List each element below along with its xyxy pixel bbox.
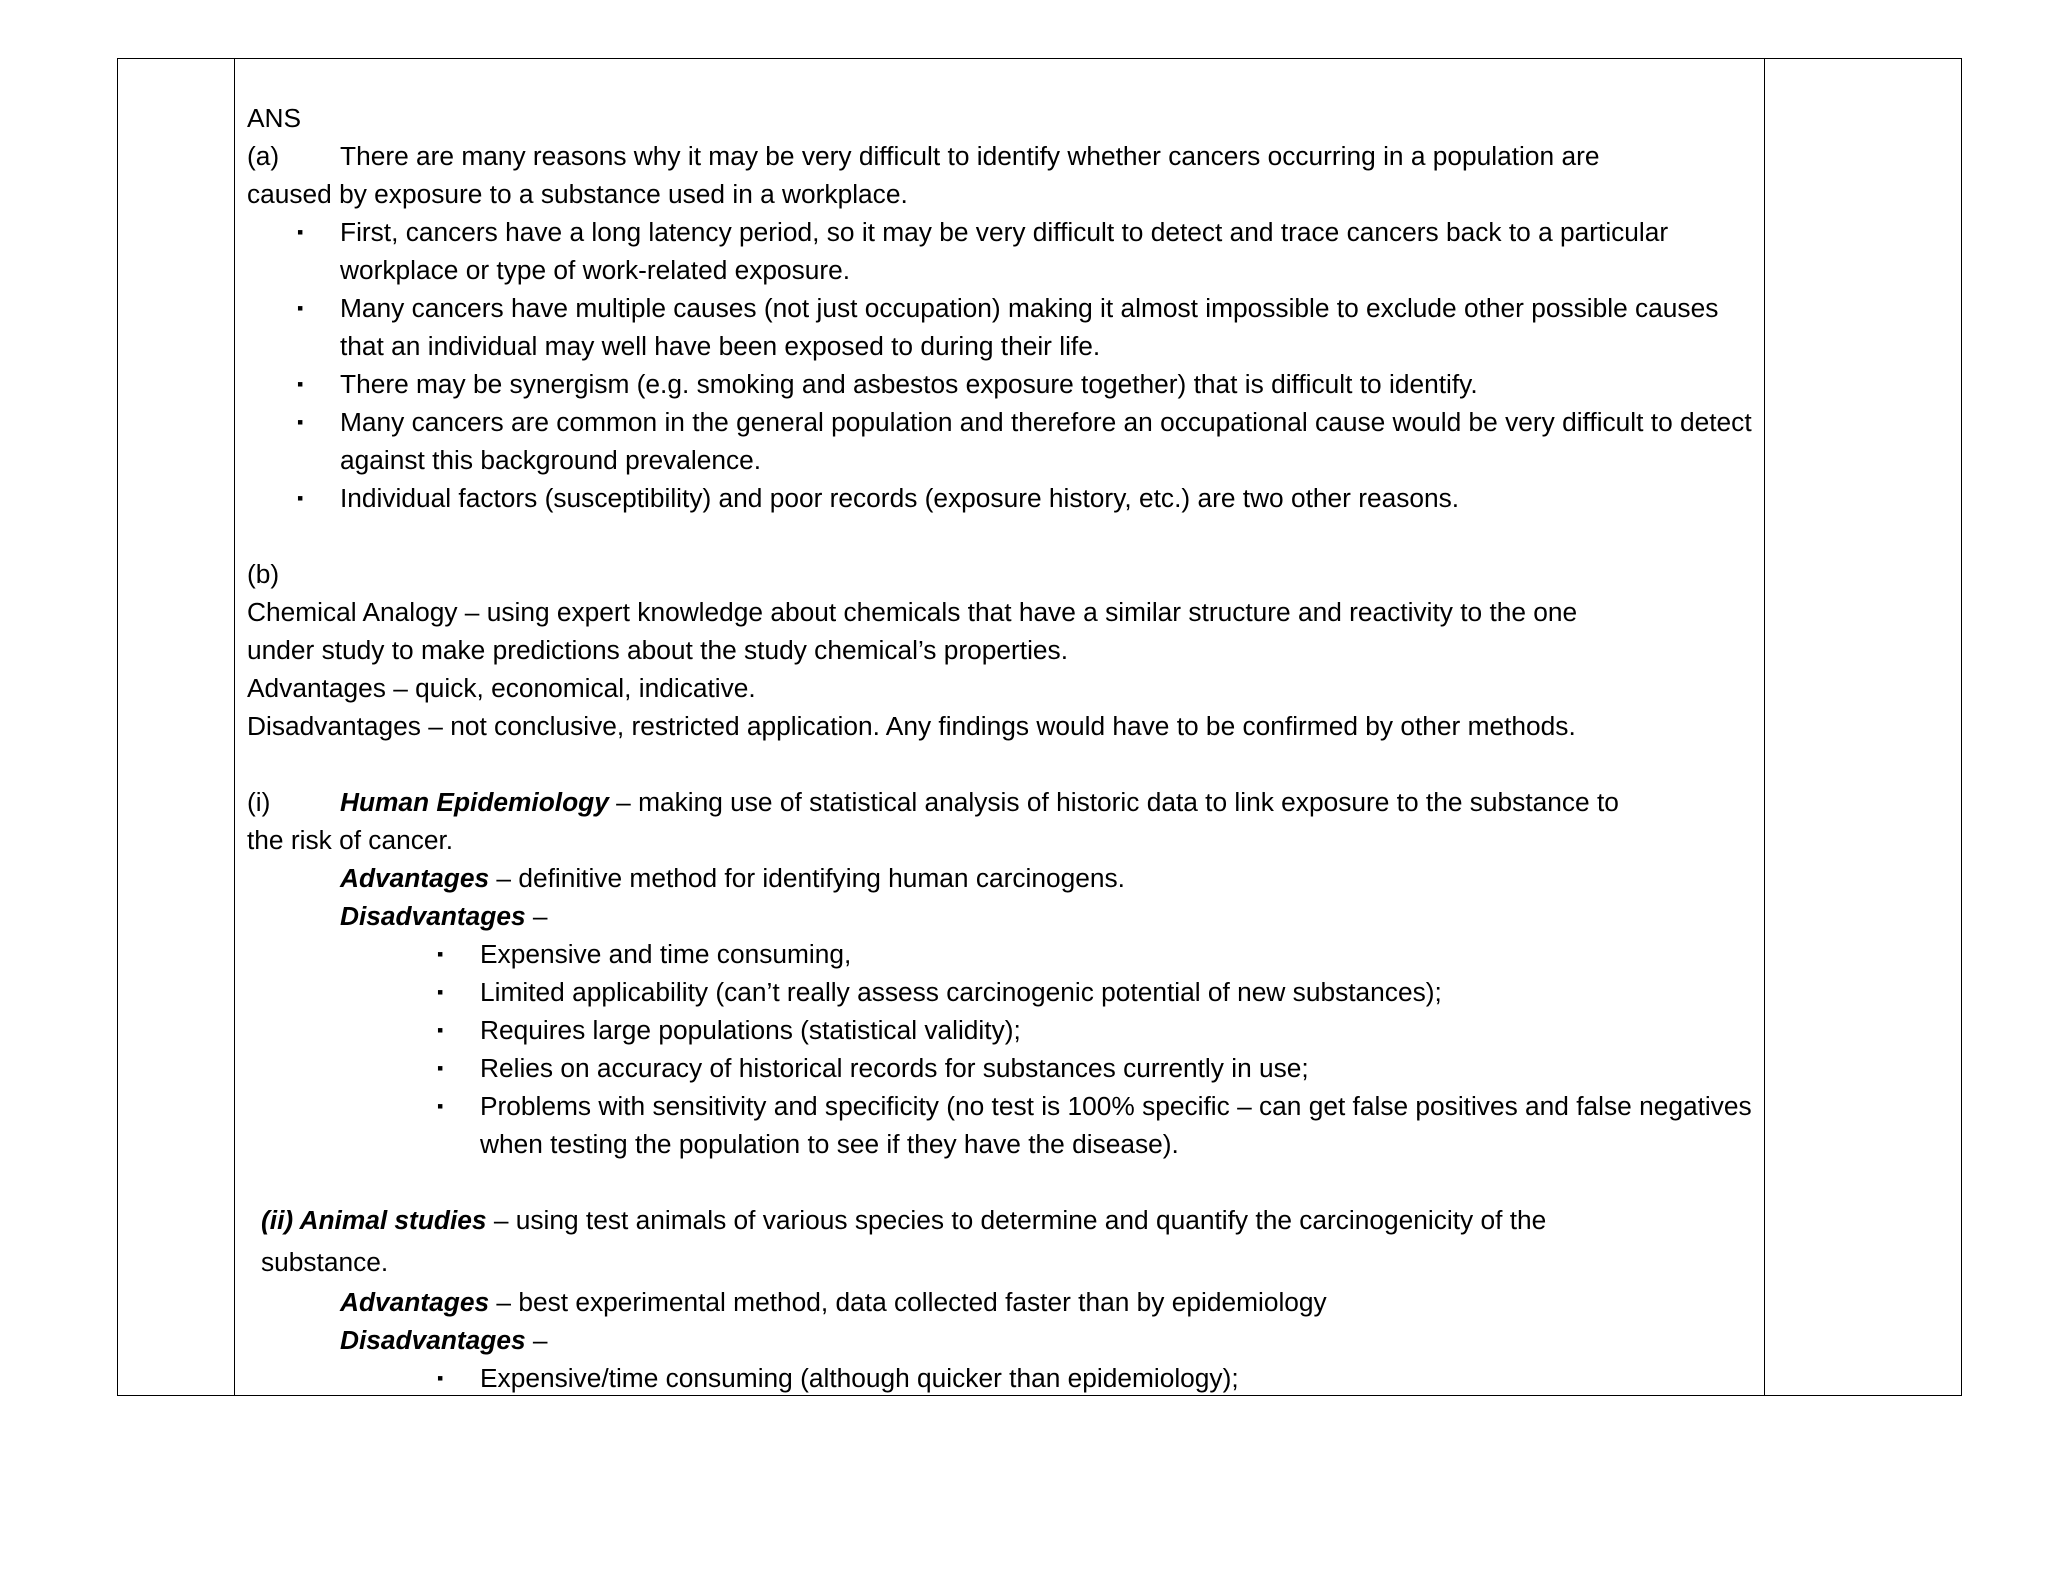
table-left-column <box>118 59 235 1395</box>
part-i-label: (i) <box>247 787 271 817</box>
part-ii-disadv-dash: – <box>525 1325 548 1355</box>
list-item <box>247 289 1752 365</box>
bullet-icon: ▪ <box>437 982 444 1002</box>
list-item <box>247 479 1752 517</box>
list-item <box>247 1011 1752 1049</box>
bullet-icon: ▪ <box>297 412 304 432</box>
part-ii-desc1: – using test animals of various species to determine and quantify the carcinogenicity of the <box>486 1205 1547 1235</box>
list-item-text: Problems with sensitivity and specificity (no test is 100% specific – can get false positives and false negatives when testing the population to see if they have the disease). <box>480 1091 1752 1159</box>
part-ii-advantages <box>247 1283 1752 1321</box>
list-item <box>247 1359 1752 1395</box>
list-item <box>247 1049 1752 1087</box>
part-a-intro-text1: There are many reasons why it may be very difficult to identify whether cancers occurring in a population are <box>340 141 1600 171</box>
spacer <box>247 1163 1752 1201</box>
part-ii-heading <box>247 1199 1752 1283</box>
list-item-text: There may be synergism (e.g. smoking and asbestos exposure together) that is difficult to identify. <box>340 369 1478 399</box>
list-item <box>247 935 1752 973</box>
part-ii-adv-text: – best experimental method, data collected faster than by epidemiology <box>489 1287 1327 1317</box>
part-i-adv-label: Advantages <box>340 863 490 893</box>
list-item-text: Many cancers are common in the general population and therefore an occupational cause would be very difficult to detect against this background prevalence. <box>340 407 1752 475</box>
part-a-bullet-list <box>247 213 1752 517</box>
part-ii-desc-line2: substance. <box>261 1247 389 1277</box>
bullet-icon: ▪ <box>437 1368 444 1388</box>
part-i-disadvantages <box>247 897 1752 935</box>
spacer <box>247 517 1752 555</box>
bullet-icon: ▪ <box>437 1020 444 1040</box>
list-item-text: Expensive/time consuming (although quicker than epidemiology); <box>480 1363 1239 1393</box>
bullet-icon: ▪ <box>437 1096 444 1116</box>
part-a-label: (a) <box>247 141 280 171</box>
part-b-text-line1: Chemical Analogy – using expert knowledge about chemicals that have a similar structure and reactivity to the one <box>247 597 1578 627</box>
bullet-icon: ▪ <box>297 374 304 394</box>
bullet-icon: ▪ <box>297 488 304 508</box>
part-i-bullet-list <box>247 935 1752 1163</box>
part-ii-title: (ii) Animal studies <box>261 1205 487 1235</box>
list-item-text: Expensive and time consuming, <box>480 939 852 969</box>
part-b-disadvantages: Disadvantages – not conclusive, restricted application. Any findings would have to be confirmed by other methods. <box>247 711 1576 741</box>
document-table <box>117 58 1962 1396</box>
list-item-text: Relies on accuracy of historical records for substances currently in use; <box>480 1053 1309 1083</box>
table-right-column <box>1765 59 1961 1395</box>
part-b-advantages: Advantages – quick, economical, indicative. <box>247 673 756 703</box>
part-i-adv-text: – definitive method for identifying human carcinogens. <box>489 863 1125 893</box>
part-ii-disadvantages <box>247 1321 1752 1359</box>
part-i-desc-line2: the risk of cancer. <box>247 825 454 855</box>
part-a-intro-line2: caused by exposure to a substance used in a workplace. <box>247 179 908 209</box>
list-item <box>247 403 1752 479</box>
part-i-disadv-label: Disadvantages <box>340 901 526 931</box>
bullet-icon: ▪ <box>297 298 304 318</box>
list-item-text: First, cancers have a long latency period, so it may be very difficult to detect and trace cancers back to a particular workplace or type of work-related exposure. <box>340 217 1669 285</box>
table-main-cell <box>235 59 1765 1395</box>
list-item <box>247 973 1752 1011</box>
part-a-intro-line1 <box>247 137 1752 175</box>
list-item <box>247 1087 1752 1163</box>
list-item-text: Requires large populations (statistical validity); <box>480 1015 1021 1045</box>
spacer <box>247 745 1752 783</box>
part-ii-disadv-label: Disadvantages <box>340 1325 526 1355</box>
part-b-label: (b) <box>247 559 280 589</box>
part-ii-bullet-list <box>247 1359 1752 1395</box>
part-i-advantages <box>247 859 1752 897</box>
list-item-text: Individual factors (susceptibility) and poor records (exposure history, etc.) are two other reasons. <box>340 483 1460 513</box>
ans-heading: ANS <box>247 103 302 133</box>
list-item-text: Limited applicability (can’t really assess carcinogenic potential of new substances); <box>480 977 1442 1007</box>
bullet-icon: ▪ <box>437 944 444 964</box>
part-i-disadv-dash: – <box>525 901 548 931</box>
part-i-line1 <box>247 783 1752 821</box>
part-i-title: Human Epidemiology <box>340 787 609 817</box>
part-ii-adv-label: Advantages <box>340 1287 490 1317</box>
part-b-text-line2: under study to make predictions about the study chemical’s properties. <box>247 635 1069 665</box>
list-item-text: Many cancers have multiple causes (not just occupation) making it almost impossible to exclude other possible causes that an individual may well have been exposed to during their life. <box>340 293 1719 361</box>
list-item <box>247 365 1752 403</box>
bullet-icon: ▪ <box>437 1058 444 1078</box>
bullet-icon: ▪ <box>297 222 304 242</box>
part-i-desc1: – making use of statistical analysis of historic data to link exposure to the substance to <box>608 787 1619 817</box>
list-item <box>247 213 1752 289</box>
